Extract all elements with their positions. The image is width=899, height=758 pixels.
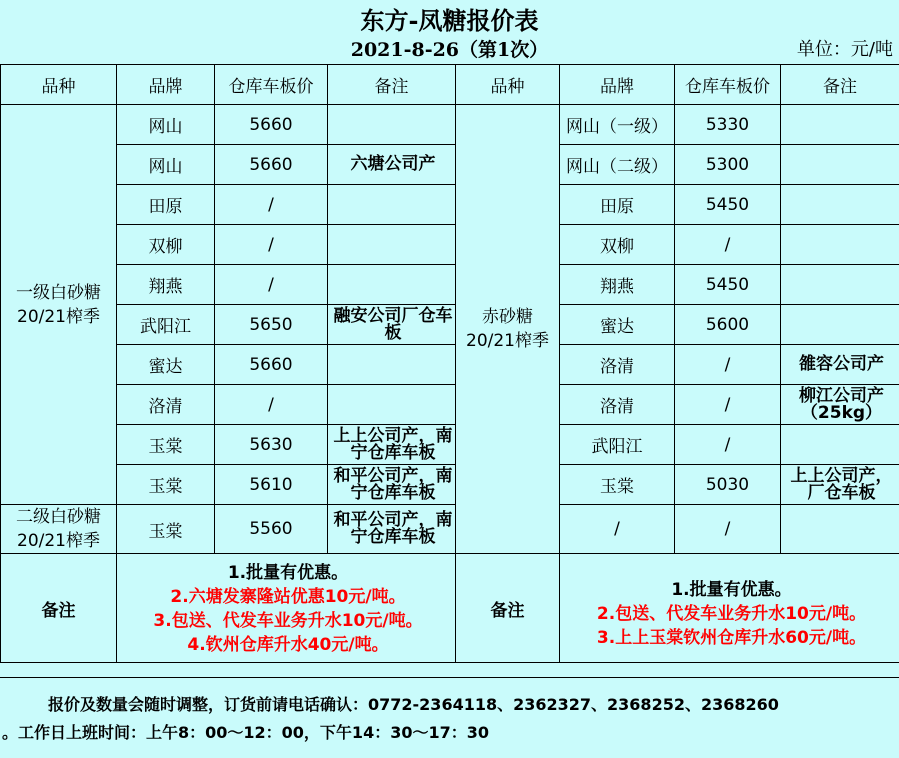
- price-cell: /: [675, 425, 781, 465]
- remarks-left: [117, 554, 456, 663]
- table-row: [1, 265, 899, 305]
- table-row: [1, 425, 899, 465]
- brand-cell: 玉棠: [117, 505, 215, 554]
- remark-item: 3.上上玉棠钦州仓库升水60元/吨。: [564, 626, 899, 650]
- brand-cell: 双柳: [560, 225, 675, 265]
- price-cell: /: [675, 505, 781, 554]
- brand-cell: 玉棠: [117, 425, 215, 465]
- remarks-right: [560, 554, 899, 663]
- price-cell: /: [215, 385, 328, 425]
- col-header-note: 备注: [328, 65, 456, 105]
- table-row: [1, 305, 899, 345]
- remark-item: 1.批量有优惠。: [564, 578, 899, 602]
- price-cell: /: [675, 385, 781, 425]
- brand-cell: 武阳江: [117, 305, 215, 345]
- remarks-label: 备注: [456, 554, 560, 663]
- brand-cell: /: [560, 505, 675, 554]
- unit-label: 单位：元/吨: [797, 38, 893, 62]
- price-cell: /: [675, 225, 781, 265]
- category-season: 20/21榨季: [1, 529, 116, 553]
- col-header-brand: 品牌: [560, 65, 675, 105]
- note-cell: [781, 145, 899, 185]
- brand-cell: 玉棠: [117, 465, 215, 505]
- category-season: 20/21榨季: [1, 305, 116, 329]
- brand-cell: 网山: [117, 145, 215, 185]
- brand-cell: 武阳江: [560, 425, 675, 465]
- note-cell: [781, 265, 899, 305]
- category-white-sugar-grade2: [1, 505, 117, 554]
- footer-hours-line: 。工作日上班时间：上午8：00～12：00，下午14：30～17：30: [2, 718, 489, 748]
- price-cell: 5660: [215, 345, 328, 385]
- price-cell: 5560: [215, 505, 328, 554]
- price-cell: 5610: [215, 465, 328, 505]
- note-cell: 六塘公司产: [328, 145, 456, 185]
- remark-item: 4.钦州仓库升水40元/吨。: [121, 633, 455, 657]
- category-white-sugar-grade1: [1, 105, 117, 505]
- note-cell: 上上公司产，厂仓车板: [781, 465, 899, 505]
- remarks-label: 备注: [1, 554, 117, 663]
- price-cell: /: [215, 185, 328, 225]
- brand-cell: 翔燕: [560, 265, 675, 305]
- brand-cell: 蜜达: [117, 345, 215, 385]
- table-row: [1, 145, 899, 185]
- brand-cell: 洛清: [560, 385, 675, 425]
- col-header-variety: 品种: [456, 65, 560, 105]
- brand-cell: 洛清: [117, 385, 215, 425]
- brand-cell: 翔燕: [117, 265, 215, 305]
- category-name: 二级白砂糖: [1, 505, 116, 529]
- date-subtitle: 2021-8-26（第1次）: [0, 38, 899, 62]
- note-cell: [781, 505, 899, 554]
- note-cell: [328, 185, 456, 225]
- col-header-variety: 品种: [1, 65, 117, 105]
- page-title: 东方-凤糖报价表: [0, 4, 899, 38]
- note-cell: [781, 425, 899, 465]
- table-row: [1, 385, 899, 425]
- note-cell: 雒容公司产: [781, 345, 899, 385]
- note-cell: [781, 105, 899, 145]
- col-header-brand: 品牌: [117, 65, 215, 105]
- price-cell: 5600: [675, 305, 781, 345]
- category-brown-sugar: [456, 105, 560, 554]
- category-name: 赤砂糖: [456, 305, 559, 329]
- note-cell: [328, 345, 456, 385]
- remark-item: 1.批量有优惠。: [121, 561, 455, 585]
- col-header-price: 仓库车板价: [675, 65, 781, 105]
- price-cell: 5300: [675, 145, 781, 185]
- note-cell: [328, 225, 456, 265]
- note-cell: 和平公司产，南宁仓库车板: [328, 465, 456, 505]
- price-cell: 5660: [215, 105, 328, 145]
- brand-cell: 双柳: [117, 225, 215, 265]
- col-header-note: 备注: [781, 65, 899, 105]
- price-cell: 5330: [675, 105, 781, 145]
- table-header-row: [1, 65, 899, 105]
- table-row: [1, 465, 899, 505]
- brand-cell: 蜜达: [560, 305, 675, 345]
- price-cell: 5450: [675, 265, 781, 305]
- note-cell: [781, 305, 899, 345]
- note-cell: [781, 185, 899, 225]
- remark-item: 3.包送、代发车业务升水10元/吨。: [121, 609, 455, 633]
- note-cell: [781, 225, 899, 265]
- price-cell: 5450: [675, 185, 781, 225]
- price-cell: 5630: [215, 425, 328, 465]
- price-table: [0, 64, 899, 663]
- table-row: [1, 345, 899, 385]
- brand-cell: 洛清: [560, 345, 675, 385]
- footer-notice: [0, 677, 899, 758]
- table-row: [1, 105, 899, 145]
- brand-cell: 网山（一级）: [560, 105, 675, 145]
- price-cell: /: [675, 345, 781, 385]
- remarks-row: [1, 554, 899, 663]
- brand-cell: 玉棠: [560, 465, 675, 505]
- remark-item: 2.包送、代发车业务升水10元/吨。: [564, 602, 899, 626]
- note-cell: 柳江公司产（25kg）: [781, 385, 899, 425]
- category-season: 20/21榨季: [456, 329, 559, 353]
- note-cell: 上上公司产，南宁仓库车板: [328, 425, 456, 465]
- table-row: [1, 505, 899, 554]
- note-cell: 融安公司厂仓车板: [328, 305, 456, 345]
- brand-cell: 田原: [560, 185, 675, 225]
- col-header-price: 仓库车板价: [215, 65, 328, 105]
- category-name: 一级白砂糖: [1, 281, 116, 305]
- brand-cell: 田原: [117, 185, 215, 225]
- price-cell: 5660: [215, 145, 328, 185]
- price-cell: 5030: [675, 465, 781, 505]
- note-cell: [328, 105, 456, 145]
- brand-cell: 网山: [117, 105, 215, 145]
- price-cell: 5650: [215, 305, 328, 345]
- price-cell: /: [215, 225, 328, 265]
- price-cell: /: [215, 265, 328, 305]
- note-cell: 和平公司产，南宁仓库车板: [328, 505, 456, 554]
- note-cell: [328, 265, 456, 305]
- table-row: [1, 185, 899, 225]
- note-cell: [328, 385, 456, 425]
- table-row: [1, 225, 899, 265]
- brand-cell: 网山（二级）: [560, 145, 675, 185]
- remark-item: 2.六塘发寨隆站优惠10元/吨。: [121, 585, 455, 609]
- footer-contact-line: 报价及数量会随时调整，订货前请电话确认：0772-2364118、2362327、2368252、2368260: [48, 690, 779, 720]
